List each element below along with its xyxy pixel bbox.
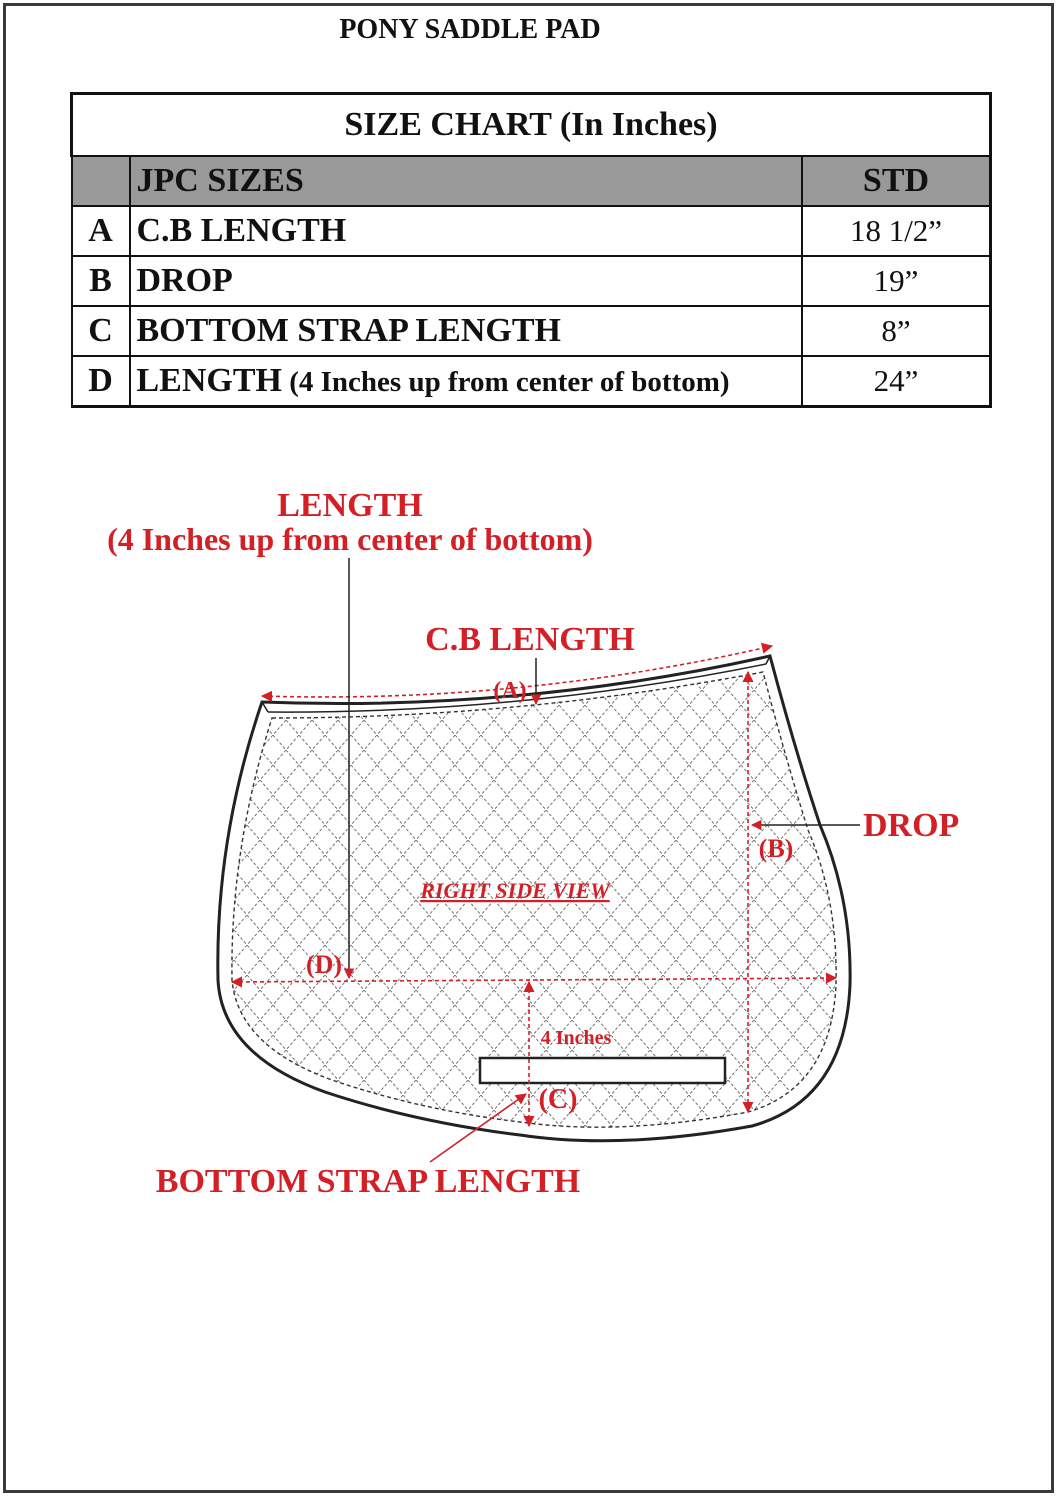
row-letter: A [72,206,130,256]
row-std-value: 8” [802,306,991,356]
row-letter: D [72,356,130,407]
strap-slot [480,1058,725,1083]
marker-c-label: (C) [538,1084,578,1115]
row-letter: B [72,256,130,306]
header-std-label: STD [802,156,991,206]
right-side-view-label: RIGHT SIDE VIEW [420,878,610,903]
marker-d-label: (D) [305,950,343,979]
row-letter: C [72,306,130,356]
bottom-strap-label: BOTTOM STRAP LENGTH [155,1163,581,1200]
length-title-label: LENGTH [277,487,423,524]
header-sizes-label: JPC SIZES [130,156,803,206]
row-name-text: LENGTH [136,362,282,399]
row-name-note: (4 Inches up from center of bottom) [281,366,730,398]
row-name-text: C.B LENGTH [136,212,347,249]
marker-b-label: (B) [758,834,794,863]
row-std-value: 19” [802,256,991,306]
row-name-text: BOTTOM STRAP LENGTH [136,312,561,349]
length-subtitle-label: (4 Inches up from center of bottom) [107,521,593,557]
row-std-value: 18 1/2” [802,206,991,256]
row-name-text: DROP [136,262,233,299]
size-chart-caption: SIZE CHART (In Inches) [72,94,991,157]
row-std-value: 24” [802,356,991,407]
four-inches-label: 4 Inches [540,1027,612,1049]
drop-label: DROP [863,807,960,844]
document-title: PONY SADDLE PAD [339,14,601,45]
marker-a-label: (A) [493,678,527,704]
cb-length-label: C.B LENGTH [425,621,635,658]
